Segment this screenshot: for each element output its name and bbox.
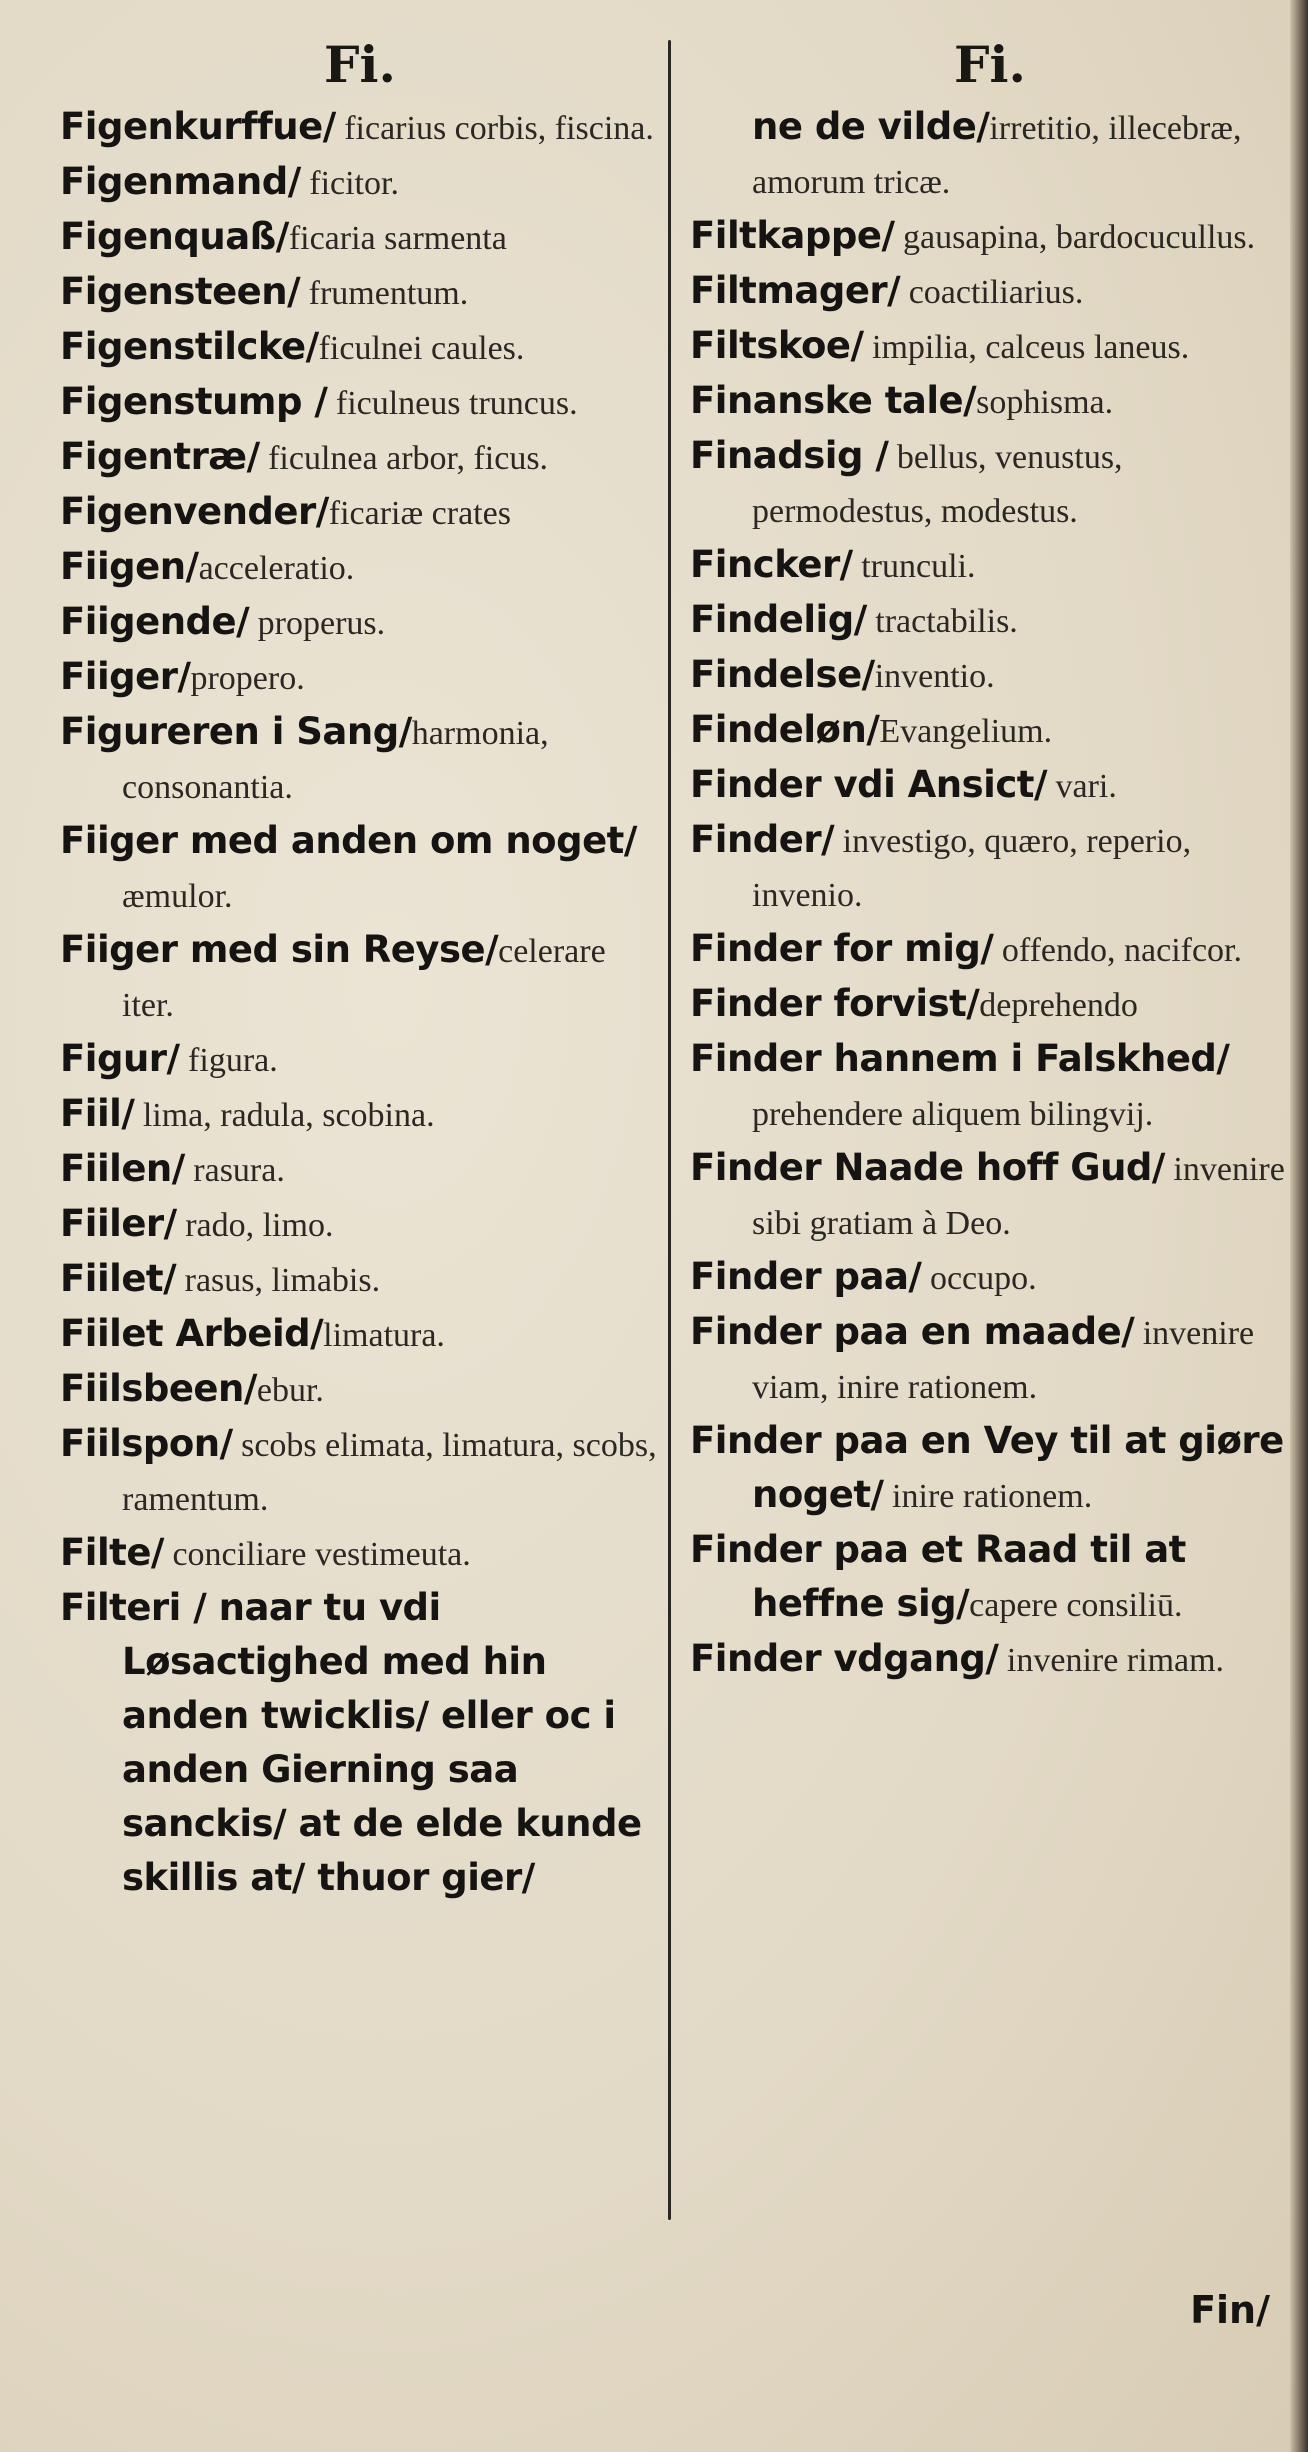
entry-definition: occupo.	[921, 1260, 1037, 1297]
entry-definition: propero.	[190, 660, 305, 697]
entry-definition: ficariæ crates	[328, 495, 511, 532]
entry-definition: ebur.	[256, 1372, 324, 1409]
dictionary-entry	[690, 100, 1290, 209]
entry-headword: Figenmand/	[60, 160, 301, 203]
entry-headword: Filteri / naar tu vdi Løsactighed med hin anden twicklis/ eller oc i anden Gierning saa sanckis/ at de elde kunde skillis at/ thuor gier/	[60, 1586, 642, 1899]
entry-headword: Fiil/	[60, 1092, 135, 1135]
dictionary-entry	[690, 922, 1290, 977]
entry-definition: ficulneus truncus.	[327, 385, 578, 422]
entry-definition: invenire rimam.	[998, 1642, 1225, 1679]
dictionary-entry	[60, 1142, 660, 1197]
right-column	[690, 30, 1290, 1687]
dictionary-entry	[60, 1417, 660, 1526]
entry-definition: rado, limo.	[176, 1207, 334, 1244]
entry-definition: sophisma.	[976, 384, 1114, 421]
dictionary-entry	[690, 977, 1290, 1032]
entry-headword: Fiiger med anden om noget/	[60, 819, 637, 862]
column-divider	[668, 40, 671, 2220]
entry-definition: investigo, quæro, reperio, invenio.	[752, 823, 1192, 914]
entry-headword: Findelig/	[690, 598, 867, 641]
left-column	[60, 30, 660, 1906]
entry-definition: bellus, venustus, permodestus, modestus.	[752, 439, 1123, 530]
entry-headword: Filtmager/	[690, 269, 901, 312]
entry-definition: impilia, calceus laneus.	[863, 329, 1190, 366]
entry-definition: invenire viam, inire rationem.	[752, 1315, 1255, 1406]
entry-definition: conciliare vestimeuta.	[163, 1536, 471, 1573]
entry-headword: Filtkappe/	[690, 214, 895, 257]
entry-definition: ficaria sarmenta	[288, 220, 507, 257]
entry-definition: figura.	[179, 1042, 278, 1079]
dictionary-entry	[60, 814, 660, 923]
entry-headword: Fiilsbeen/	[60, 1367, 257, 1410]
entry-headword: Filtskoe/	[690, 324, 864, 367]
right-running-header: Fi.	[954, 35, 1026, 94]
dictionary-entry	[690, 758, 1290, 813]
dictionary-entry	[60, 1087, 660, 1142]
entry-definition: inventio.	[874, 658, 995, 695]
entry-headword: Fiilspon/	[60, 1422, 233, 1465]
entry-headword: Fiiger/	[60, 655, 191, 698]
dictionary-entry	[690, 538, 1290, 593]
entry-definition: offendo, nacifcor.	[993, 932, 1242, 969]
entry-headword: Figentræ/	[60, 435, 260, 478]
entry-definition: ficitor.	[300, 165, 399, 202]
entry-headword: ne de vilde/	[752, 105, 990, 148]
entry-definition: gausapina, bardocucullus.	[894, 219, 1256, 256]
dictionary-entry	[60, 650, 660, 705]
entry-definition: acceleratio.	[198, 550, 355, 587]
dictionary-entry	[60, 705, 660, 814]
entry-definition: ficarius corbis, fiscina.	[335, 110, 654, 147]
entry-definition: æmulor.	[122, 878, 233, 915]
page-edge	[1290, 0, 1308, 2452]
entry-headword: Fiiger med sin Reyse/	[60, 928, 499, 971]
entry-definition: invenire sibi gratiam à Deo.	[752, 1151, 1285, 1242]
entry-definition: coactiliarius.	[900, 274, 1084, 311]
entry-definition: celerare iter.	[122, 933, 606, 1024]
dictionary-entry	[60, 1032, 660, 1087]
dictionary-entry	[60, 100, 660, 155]
entry-headword: Finanske tale/	[690, 379, 977, 422]
dictionary-entry	[690, 1250, 1290, 1305]
entry-definition: scobs elimata, limatura, scobs, ramentum.	[122, 1427, 657, 1518]
entry-definition: trunculi.	[852, 548, 976, 585]
dictionary-entry	[60, 1197, 660, 1252]
entry-definition: ficulnei caules.	[318, 330, 525, 367]
entry-headword: Finder vdgang/	[690, 1637, 999, 1680]
left-running-header: Fi.	[324, 35, 396, 94]
entry-definition: capere consiliū.	[969, 1587, 1183, 1624]
entry-headword: Fiigen/	[60, 545, 199, 588]
entry-headword: Finder forvist/	[690, 982, 980, 1025]
dictionary-entry	[690, 264, 1290, 319]
entry-headword: Figur/	[60, 1037, 180, 1080]
dictionary-entry	[60, 265, 660, 320]
entry-headword: Findelse/	[690, 653, 875, 696]
entry-headword: Figenstilcke/	[60, 325, 319, 368]
entry-headword: Figensteen/	[60, 270, 301, 313]
catchword: Fin/	[1190, 2288, 1270, 2332]
entry-definition: harmonia, consonantia.	[122, 715, 549, 806]
entry-headword: Filte/	[60, 1531, 164, 1574]
entry-headword: Fiilet Arbeid/	[60, 1312, 324, 1355]
entry-headword: Findeløn/	[690, 708, 880, 751]
dictionary-entry	[60, 923, 660, 1032]
entry-headword: Finder paa/	[690, 1255, 922, 1298]
dictionary-entry	[60, 430, 660, 485]
dictionary-entry	[690, 703, 1290, 758]
entry-definition: limatura.	[323, 1317, 445, 1354]
entry-headword: Finadsig /	[690, 434, 889, 477]
entry-definition: rasura.	[184, 1152, 285, 1189]
entry-headword: Figenvender/	[60, 490, 329, 533]
dictionary-entry	[690, 1305, 1290, 1414]
entry-headword: Figenkurffue/	[60, 105, 336, 148]
entry-headword: Finder vdi Ansict/	[690, 763, 1047, 806]
right-entry-list	[690, 100, 1290, 1687]
left-entry-list	[60, 100, 660, 1906]
dictionary-entry	[60, 1581, 660, 1906]
entry-headword: Finder paa en maade/	[690, 1310, 1135, 1353]
dictionary-entry	[690, 1032, 1290, 1141]
dictionary-entry	[690, 1523, 1290, 1632]
dictionary-entry	[60, 1362, 660, 1417]
dictionary-entry	[690, 319, 1290, 374]
entry-headword: Finder hannem i Falskhed/	[690, 1037, 1230, 1080]
entry-headword: Fiilen/	[60, 1147, 185, 1190]
entry-headword: Figenquaß/	[60, 215, 289, 258]
dictionary-entry	[690, 429, 1290, 538]
dictionary-entry	[690, 1141, 1290, 1250]
dictionary-entry	[690, 813, 1290, 922]
entry-headword: Fiiler/	[60, 1202, 177, 1245]
entry-headword: Figureren i Sang/	[60, 710, 412, 753]
dictionary-entry	[60, 210, 660, 265]
dictionary-entry	[60, 540, 660, 595]
entry-headword: Fiilet/	[60, 1257, 177, 1300]
entry-definition: lima, radula, scobina.	[134, 1097, 435, 1134]
entry-definition: ficulnea arbor, ficus.	[259, 440, 549, 477]
entry-headword: Figenstump /	[60, 380, 328, 423]
entry-headword: Finder Naade hoff Gud/	[690, 1146, 1165, 1189]
dictionary-entry	[60, 595, 660, 650]
entry-headword: Fincker/	[690, 543, 853, 586]
dictionary-entry	[60, 155, 660, 210]
dictionary-entry	[60, 320, 660, 375]
entry-definition: inire rationem.	[883, 1478, 1093, 1515]
dictionary-entry	[60, 1252, 660, 1307]
entry-headword: Finder paa et Raad til at heffne sig/	[690, 1528, 1186, 1625]
entry-headword: Finder paa en Vey til at giøre noget/	[690, 1419, 1284, 1516]
dictionary-entry	[690, 209, 1290, 264]
entry-definition: deprehendo	[979, 987, 1138, 1024]
entry-headword: Fiigende/	[60, 600, 250, 643]
dictionary-entry	[690, 1632, 1290, 1687]
dictionary-entry	[60, 1307, 660, 1362]
dictionary-entry	[690, 1414, 1290, 1523]
entry-definition: prehendere aliquem bilingvij.	[752, 1096, 1154, 1133]
dictionary-entry	[60, 485, 660, 540]
entry-headword: Finder/	[690, 818, 835, 861]
entry-definition: properus.	[249, 605, 386, 642]
dictionary-entry	[690, 648, 1290, 703]
entry-definition: vari.	[1047, 768, 1117, 805]
entry-definition: tractabilis.	[866, 603, 1018, 640]
entry-definition: irretitio, illecebræ, amorum tricæ.	[752, 110, 1242, 201]
dictionary-entry	[690, 374, 1290, 429]
entry-definition: rasus, limabis.	[176, 1262, 381, 1299]
entry-definition: frumentum.	[300, 275, 469, 312]
dictionary-entry	[60, 1526, 660, 1581]
dictionary-entry	[60, 375, 660, 430]
entry-headword: Finder for mig/	[690, 927, 994, 970]
entry-definition: Evangelium.	[879, 713, 1053, 750]
dictionary-entry	[690, 593, 1290, 648]
